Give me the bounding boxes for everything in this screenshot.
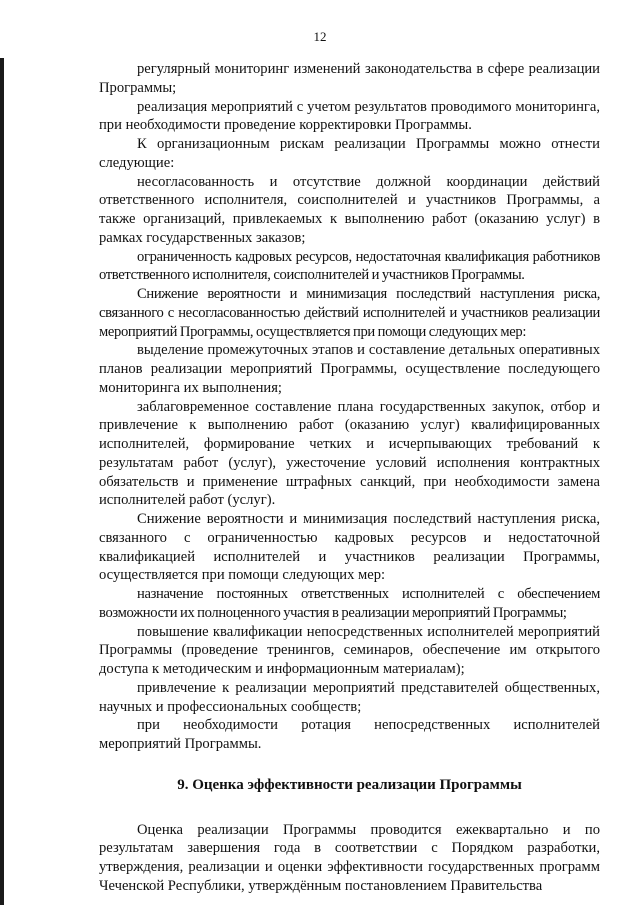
paragraph: при необходимости ротация непосредственных исполнителей мероприятий Программы. bbox=[99, 717, 600, 752]
paragraph: заблаговременное составление плана государственных закупок, отбор и привлечение к выполнению работ (оказанию услуг) квалифицированных исполнителей, формирование четких и исчерпывающих требований к результатам работ (услуг), ужесточение условий исполнения контрактных обязательств и применение штрафных санкций, при необходимости замена исполнителей работ (услуг). bbox=[99, 398, 600, 509]
paragraph: реализация мероприятий с учетом результатов проводимого мониторинга, при необходимости проведение корректировки Программы. bbox=[99, 98, 600, 134]
page-number: 12 bbox=[313, 29, 327, 44]
paragraph: Оценка реализации Программы проводится ежеквартально и по результатам завершения года в соответствии с Порядком разработки, утверждения, реализации и оценки эффективности государственных программ Чеченской Республики, утверждённым постановлением Правительства bbox=[99, 821, 600, 894]
section-heading: 9. Оценка эффективности реализации Программы bbox=[177, 776, 522, 793]
paragraph: несогласованность и отсутствие должной координации действий ответственного исполнителя, соисполнителей и участников Программы, а также организаций, привлекаемых к выполнению работ (оказанию услуг) в рамках государственных заказов; bbox=[99, 173, 600, 246]
paragraph: назначение постоянных ответственных исполнителей с обеспечением возможности их полноценного участия в реализации мероприятий Программы; bbox=[99, 586, 600, 621]
paragraph: привлечение к реализации мероприятий представителей общественных, научных и профессиональных сообществ; bbox=[99, 679, 600, 715]
paragraph: выделение промежуточных этапов и составление детальных оперативных планов реализации мероприятий Программы, осуществление последующего мониторинга их выполнения; bbox=[99, 342, 600, 396]
paragraph: К организационным рискам реализации Программы можно отнести следующие: bbox=[99, 136, 600, 171]
paragraph: Снижение вероятности и минимизация последствий наступления риска, связанного с ограниченностью кадровых ресурсов и недостаточной квалификацией исполнителей и участников реализации Программы, осуществляется при помощи следующих мер: bbox=[99, 511, 600, 584]
paragraph: регулярный мониторинг изменений законодательства в сфере реализации Программы; bbox=[99, 61, 600, 96]
scan-edge-shadow bbox=[0, 58, 4, 905]
paragraph: повышение квалификации непосредственных исполнителей мероприятий Программы (проведение тренингов, семинаров, обеспечение им открытого доступа к методическим и информационным материалам); bbox=[99, 623, 600, 677]
document-body bbox=[99, 60, 600, 896]
paragraph: ограниченность кадровых ресурсов, недостаточная квалификация работников ответственного исполнителя, соисполнителей и участников Программы. bbox=[99, 248, 600, 284]
paragraph: Снижение вероятности и минимизация последствий наступления риска, связанного с несогласованностью действий исполнителей и участников реализации мероприятий Программы, осуществляется при помощи следующих мер: bbox=[99, 286, 600, 340]
